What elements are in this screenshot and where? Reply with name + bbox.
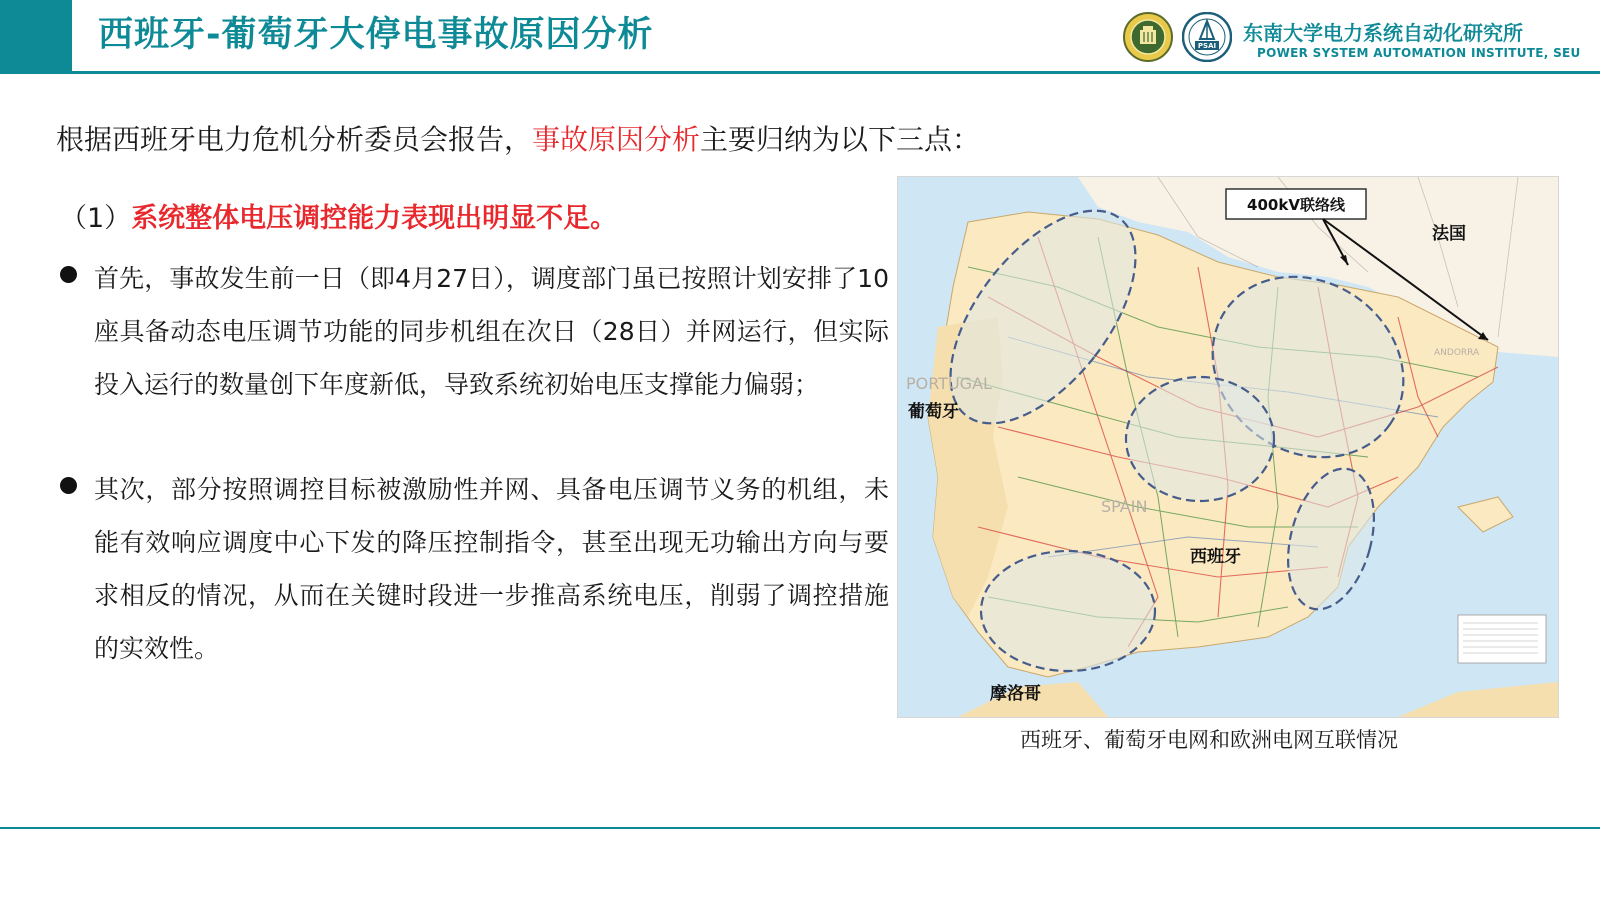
point-number: （1） (60, 203, 132, 234)
header-accent-block (0, 0, 72, 72)
label-andorra: ANDORRA (1434, 348, 1480, 358)
university-seal-logo (1123, 12, 1173, 62)
map-caption: 西班牙、葡萄牙电网和欧洲电网互联情况 (1020, 728, 1398, 752)
label-france: 法国 (1432, 224, 1466, 244)
psai-logo-text: PSAI (1197, 42, 1217, 50)
grid-map (897, 176, 1559, 718)
footer-divider (0, 827, 1600, 829)
header (0, 0, 1600, 74)
header-divider (0, 71, 1600, 74)
grid-map-svg (898, 177, 1558, 717)
label-portugal-cn: 葡萄牙 (908, 402, 959, 422)
bullet-text: 首先，事故发生前一日（即4月27日），调度部门虽已按照计划安排了10座具备动态电压调节功能的同步机组在次日（28日）并网运行，但实际投入运行的数量创下年度新低，导致系统初始电压支撑能力偏弱； (94, 264, 889, 399)
intro-sentence (56, 118, 980, 158)
bullet-dot (60, 477, 77, 494)
label-spain-cn: 西班牙 (1190, 547, 1241, 567)
intro-before: 根据西班牙电力危机分析委员会报告， (56, 123, 533, 156)
bullet-text: 其次，部分按照调控目标被激励性并网、具备电压调节义务的机组，未能有效响应调度中心下发的降压控制指令，甚至出现无功输出方向与要求相反的情况，从而在关键时段进一步推高系统电压，削弱了调控措施的实效性。 (94, 475, 889, 663)
label-morocco: 摩洛哥 (990, 684, 1041, 704)
page-title: 西班牙-葡萄牙大停电事故原因分析 (98, 15, 654, 55)
psai-logo (1182, 12, 1232, 62)
bullet-dot (60, 266, 77, 283)
interconnector-callout: 400kV联络线 (1247, 196, 1345, 214)
intro-after: 主要归纳为以下三点： (700, 123, 981, 156)
point-title-text: 系统整体电压调控能力表现出明显不足。 (131, 203, 618, 234)
label-spain-en: SPAIN (1101, 497, 1148, 516)
institute-name-cn: 东南大学电力系统自动化研究所 (1243, 21, 1523, 45)
label-portugal-en: PORTUGAL (906, 374, 992, 393)
point-heading (60, 196, 617, 235)
institute-name-en: POWER SYSTEM AUTOMATION INSTITUTE, SEU (1257, 46, 1581, 60)
intro-highlight: 事故原因分析 (532, 123, 701, 156)
